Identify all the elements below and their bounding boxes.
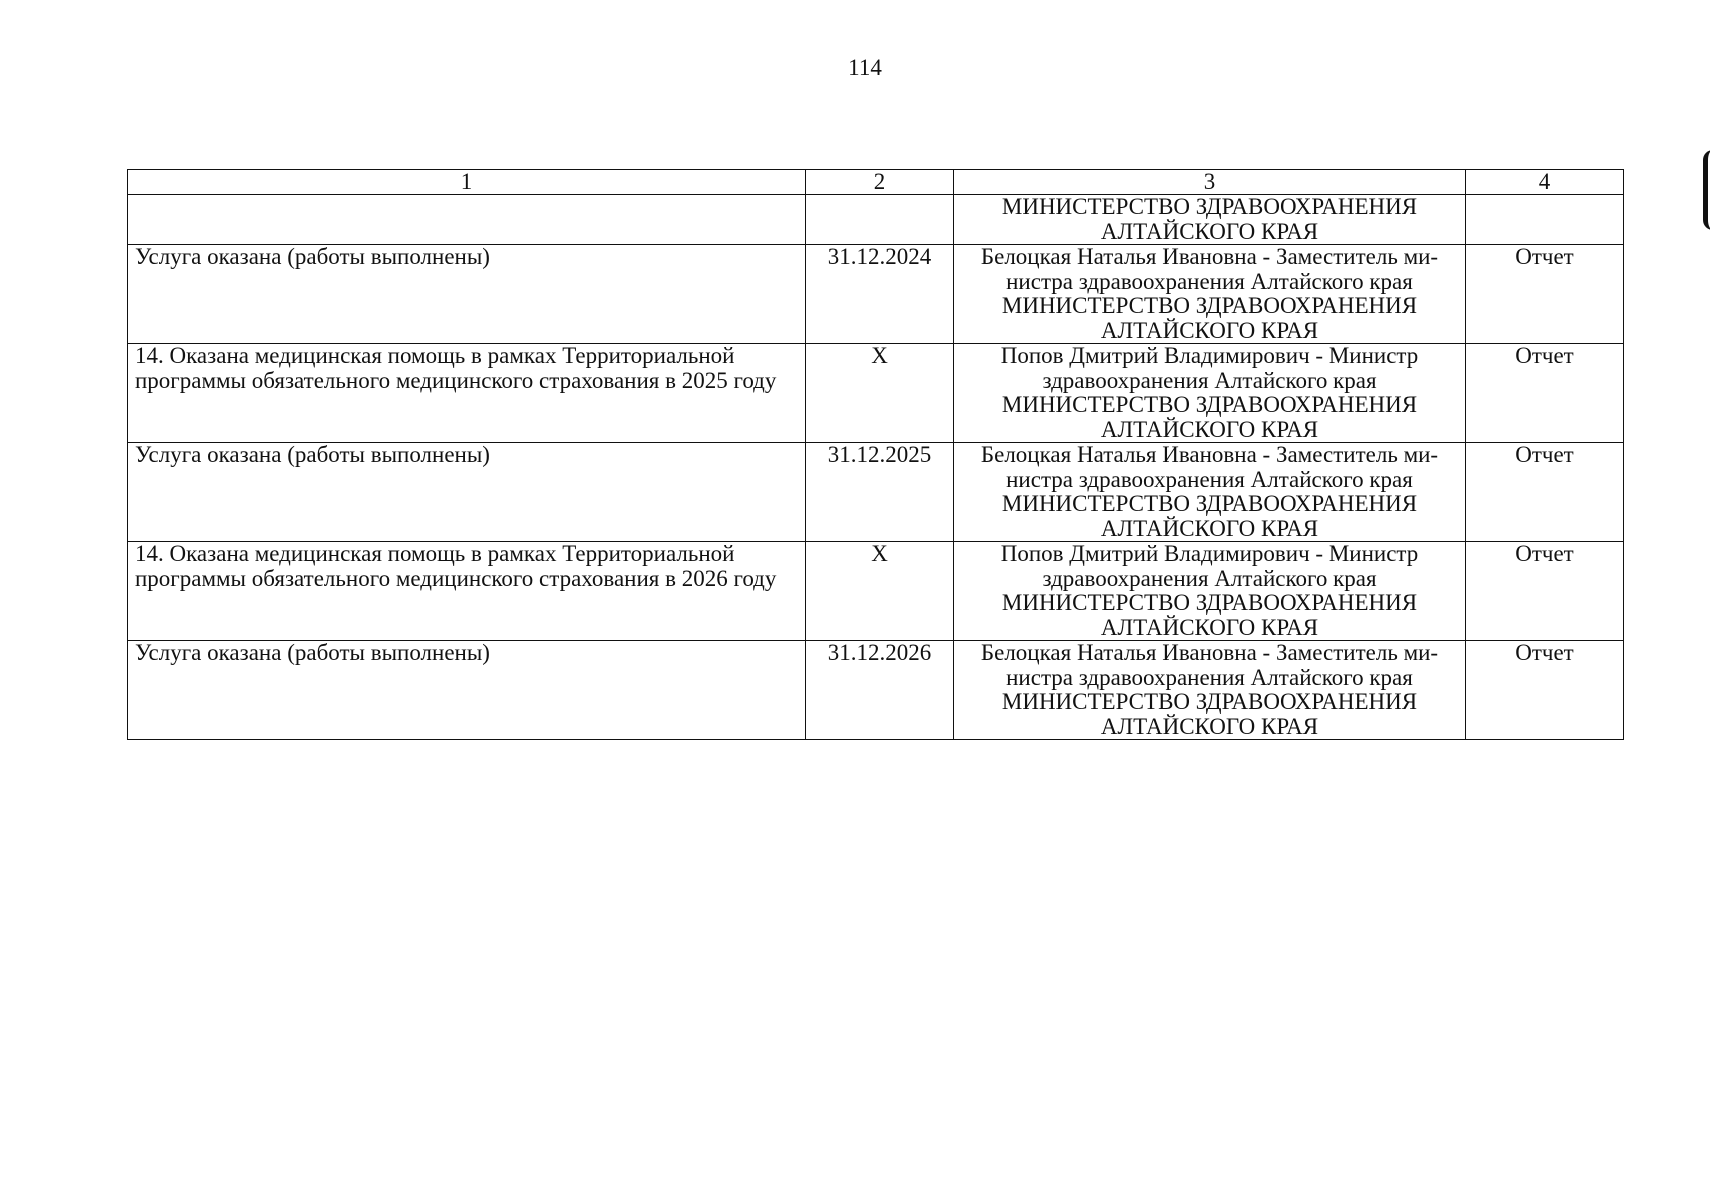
column-header-4: 4: [1466, 170, 1624, 195]
organization-line-2: АЛТАЙСКОГО КРАЯ: [1100, 218, 1319, 244]
organization-line-1: МИНИСТЕРСТВО ЗДРАВООХРАНЕНИЯ: [1001, 293, 1418, 318]
organization-line-2: АЛТАЙСКОГО КРАЯ: [1100, 515, 1319, 541]
organization-line-2: АЛТАЙСКОГО КРАЯ: [1100, 713, 1319, 739]
person-line-1: Белоцкая Наталья Ивановна - Заместитель ми-: [980, 640, 1439, 665]
column-header-2: 2: [806, 170, 954, 195]
column-header-1: 1: [128, 170, 806, 195]
organization-line-1: МИНИСТЕРСТВО ЗДРАВООХРАНЕНИЯ: [1001, 491, 1418, 516]
cell-document-type: Отчет: [1466, 245, 1624, 344]
organization-line-1: МИНИСТЕРСТВО ЗДРАВООХРАНЕНИЯ: [1001, 392, 1418, 417]
cell-date: 31.12.2024: [806, 245, 954, 344]
cell-date: 31.12.2026: [806, 641, 954, 740]
cell-responsible: [954, 641, 1466, 740]
cell-date: X: [806, 344, 954, 443]
cell-date: X: [806, 542, 954, 641]
cell-description: Услуга оказана (работы выполнены): [128, 443, 806, 542]
organization-line-1: МИНИСТЕРСТВО ЗДРАВООХРАНЕНИЯ: [1001, 194, 1418, 219]
column-header-3: 3: [954, 170, 1466, 195]
document-table: [127, 169, 1624, 740]
table-row: [128, 245, 1624, 344]
organization-line-2: АЛТАЙСКОГО КРАЯ: [1100, 416, 1319, 442]
person-line-2: нистра здравоохранения Алтайского края: [1006, 268, 1413, 294]
cell-document-type: Отчет: [1466, 443, 1624, 542]
table-header-row: [128, 170, 1624, 195]
cell-description: [128, 195, 806, 245]
organization-line-2: АЛТАЙСКОГО КРАЯ: [1100, 317, 1319, 343]
organization-line-2: АЛТАЙСКОГО КРАЯ: [1100, 614, 1319, 640]
cell-description: 14. Оказана медицинская помощь в рамках Территориальной программы обязательного медицинского страхования в 2026 году: [128, 542, 806, 641]
person-line-2: нистра здравоохранения Алтайского края: [1006, 664, 1413, 690]
cell-description: Услуга оказана (работы выполнены): [128, 245, 806, 344]
person-line-2: здравоохранения Алтайского края: [1042, 367, 1377, 393]
cell-responsible: [954, 344, 1466, 443]
cell-date: [806, 195, 954, 245]
organization-line-1: МИНИСТЕРСТВО ЗДРАВООХРАНЕНИЯ: [1001, 590, 1418, 615]
binding-edge-mark: [1703, 150, 1710, 230]
table-row: [128, 542, 1624, 641]
person-line-1: Попов Дмитрий Владимирович - Министр: [1000, 343, 1419, 368]
cell-description: 14. Оказана медицинская помощь в рамках Территориальной программы обязательного медицинского страхования в 2025 году: [128, 344, 806, 443]
person-line-1: Белоцкая Наталья Ивановна - Заместитель ми-: [980, 244, 1439, 269]
cell-responsible: [954, 245, 1466, 344]
table-row: [128, 344, 1624, 443]
page-number: 114: [848, 55, 882, 80]
cell-document-type: Отчет: [1466, 542, 1624, 641]
cell-description: Услуга оказана (работы выполнены): [128, 641, 806, 740]
organization-line-1: МИНИСТЕРСТВО ЗДРАВООХРАНЕНИЯ: [1001, 689, 1418, 714]
table-row-continuation: [128, 195, 1624, 245]
table-row: [128, 443, 1624, 542]
person-line-2: здравоохранения Алтайского края: [1042, 565, 1377, 591]
person-line-1: Белоцкая Наталья Ивановна - Заместитель ми-: [980, 442, 1439, 467]
cell-document-type: Отчет: [1466, 344, 1624, 443]
table-row: [128, 641, 1624, 740]
cell-document-type: Отчет: [1466, 641, 1624, 740]
cell-responsible: [954, 443, 1466, 542]
cell-date: 31.12.2025: [806, 443, 954, 542]
cell-responsible: [954, 542, 1466, 641]
cell-document-type: [1466, 195, 1624, 245]
person-line-1: Попов Дмитрий Владимирович - Министр: [1000, 541, 1419, 566]
cell-responsible: [954, 195, 1466, 245]
person-line-2: нистра здравоохранения Алтайского края: [1006, 466, 1413, 492]
